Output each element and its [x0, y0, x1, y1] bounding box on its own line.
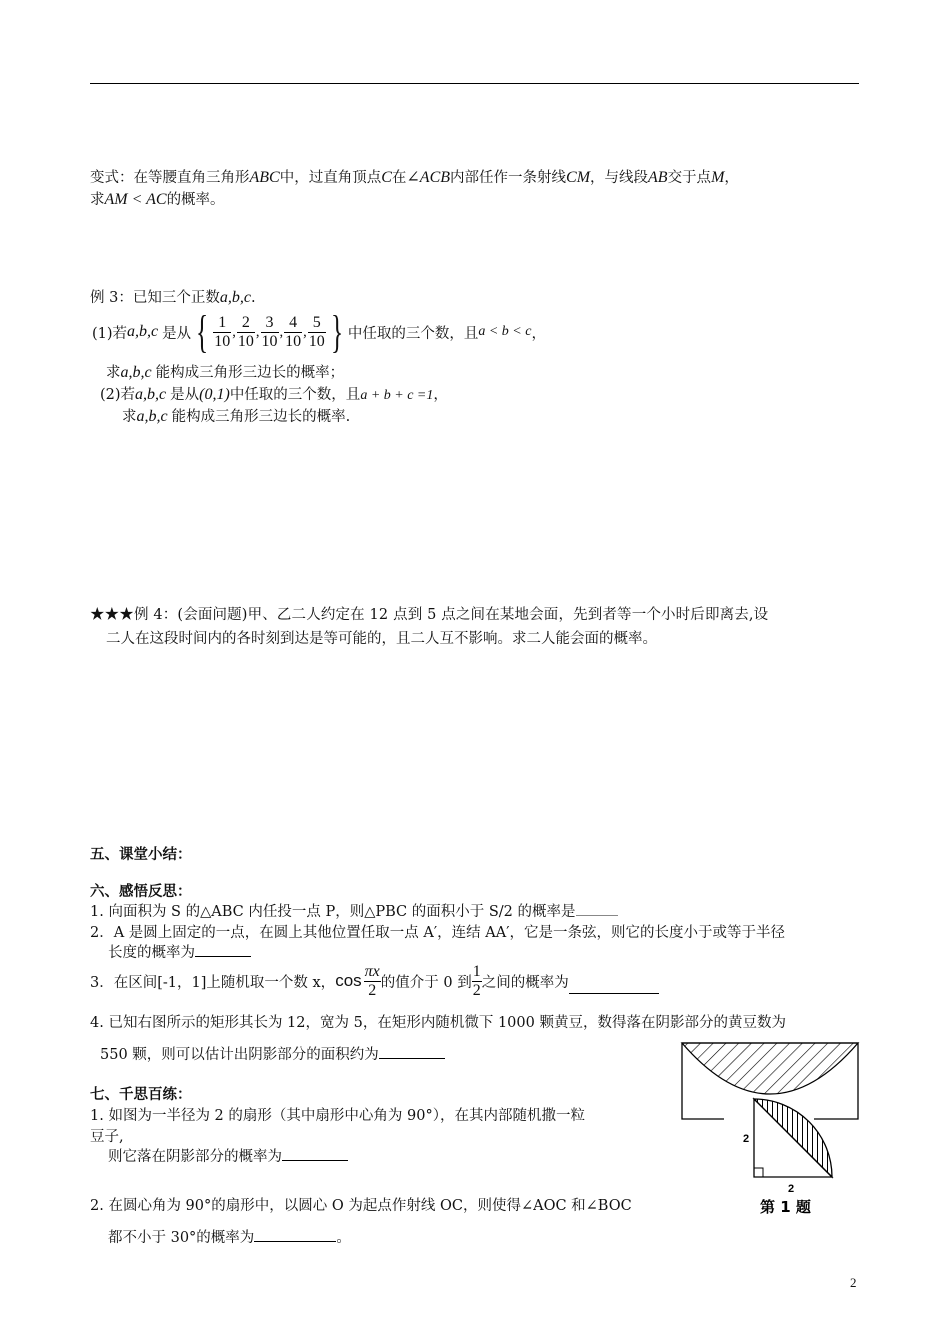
variant-line-2: 求AM < AC的概率。 — [90, 191, 225, 208]
answer-blank — [576, 901, 618, 916]
set-comma: , — [303, 323, 307, 340]
section-7-q2-line-1: 2. 在圆心角为 90°的扇形中，以圆心 O 为起点作射线 OC，则使得∠AOC 和∠BOC — [90, 1198, 632, 1214]
answer-blank — [195, 942, 251, 957]
section-6-q4-line-2: 550 颗，则可以估计出阴影部分的面积约为 — [100, 1043, 445, 1064]
example-3-part-1-line-2: 求a,b,c 能构成三角形三边长的概率； — [106, 364, 345, 381]
section-6-q2-line-1: 2．A 是圆上固定的一点，在圆上其他位置任取一点 A′，连结 AA′，它是一条弦，则它的长度小于或等于半径 — [90, 925, 786, 941]
section-6-q1: 1. 向面积为 S 的△ABC 内任投一点 P，则△PBC 的面积小于 S/2 的概率是 — [90, 900, 618, 921]
fraction-set — [213, 314, 326, 351]
side-label: 2 — [743, 1133, 750, 1145]
example-3-heading: 例 3：已知三个正数a,b,c. — [90, 289, 256, 306]
answer-blank — [282, 1146, 348, 1161]
fraction-one-half: $\frac{1}{2}$ — [472, 962, 481, 999]
section-7-q1-line-3: 则它落在阴影部分的概率为 — [108, 1145, 348, 1166]
section-7-q1-line-2: 豆子, — [90, 1129, 124, 1145]
section-7-q2-line-2: 都不小于 30°的概率为 。 — [108, 1226, 351, 1247]
example-4-line-1: ★★★例 4：(会面问题)甲、乙二人约定在 12 点到 5 点之间在某地会面，先到者等一个小时后即离去,设 — [90, 607, 769, 623]
section-7-title: 七、千思百练： — [90, 1086, 192, 1103]
set-comma: , — [255, 323, 260, 340]
shaded-segment — [682, 1043, 858, 1094]
example-3-part-1: (1)若 a,b,c 是从 { $\frac{1}{10}$ , $\frac{2}{10}$ , $\frac{3}{10}$ , $\frac{4}{10}$ , $\frac{5}{10}$ } 中任取的三个数，且 a < b < c ， — [92, 306, 546, 357]
variant-line-1: 变式：在等腰直角三角形ABC中，过直角顶点C在∠ACB内部任作一条射线CM，与线段AB交于点M， — [90, 169, 739, 186]
section-6-q4-line-1: 4. 已知右图所示的矩形其长为 12，宽为 5，在矩形内随机微下 1000 颗黄豆，数得落在阴影部分的黄豆数为 — [90, 1015, 786, 1031]
figure-caption: 第 1 题 — [760, 1198, 811, 1216]
answer-blank — [254, 1227, 336, 1242]
example-4-line-2: 二人在这段时间内的各时刻到达是等可能的，且二人互不影响。求二人能会面的概率。 — [106, 631, 657, 647]
figures — [670, 1035, 870, 1225]
set-fraction: $\frac{4}{10}$ — [285, 313, 302, 350]
page-number: 2 — [850, 1275, 857, 1290]
header-rule — [90, 83, 859, 84]
fraction-pi-x-over-2: $\frac{\pi x}{2}$ — [364, 962, 380, 999]
answer-blank — [569, 979, 659, 994]
section-6-q3: 3．在区间[-1，1]上随机取一个数 x， cos $\frac{\pi x}{2}$ 的值介于 0 到 $\frac{1}{2}$ 之间的概率为 — [90, 960, 659, 1002]
section-6-q2-line-2: 长度的概率为 — [108, 941, 251, 962]
set-fraction: $\frac{1}{10}$ — [214, 313, 231, 350]
left-brace: { — [196, 306, 209, 357]
set-fraction: $\frac{2}{10}$ — [237, 313, 254, 350]
set-comma: , — [279, 323, 284, 340]
example-3-part-2-line-2: 求a,b,c 能构成三角形三边长的概率. — [122, 408, 351, 425]
example-3-part-2: (2)若a,b,c 是从(0,1)中任取的三个数，且a + b + c =1， — [100, 386, 448, 403]
bottom-label: 2 — [788, 1183, 795, 1195]
sector-figure — [754, 1099, 832, 1177]
section-7-q1-line-1: 1. 如图为一半径为 2 的扇形（其中扇形中心角为 90°），在其内部随机撒一粒 — [90, 1108, 585, 1124]
right-brace: } — [330, 306, 343, 357]
answer-blank — [379, 1044, 445, 1059]
section-5-title: 五、课堂小结： — [90, 846, 192, 863]
set-comma: , — [232, 323, 236, 340]
set-fraction: $\frac{3}{10}$ — [261, 313, 278, 350]
set-fraction: $\frac{5}{10}$ — [308, 313, 325, 350]
section-6-title: 六、感悟反思： — [90, 883, 192, 900]
